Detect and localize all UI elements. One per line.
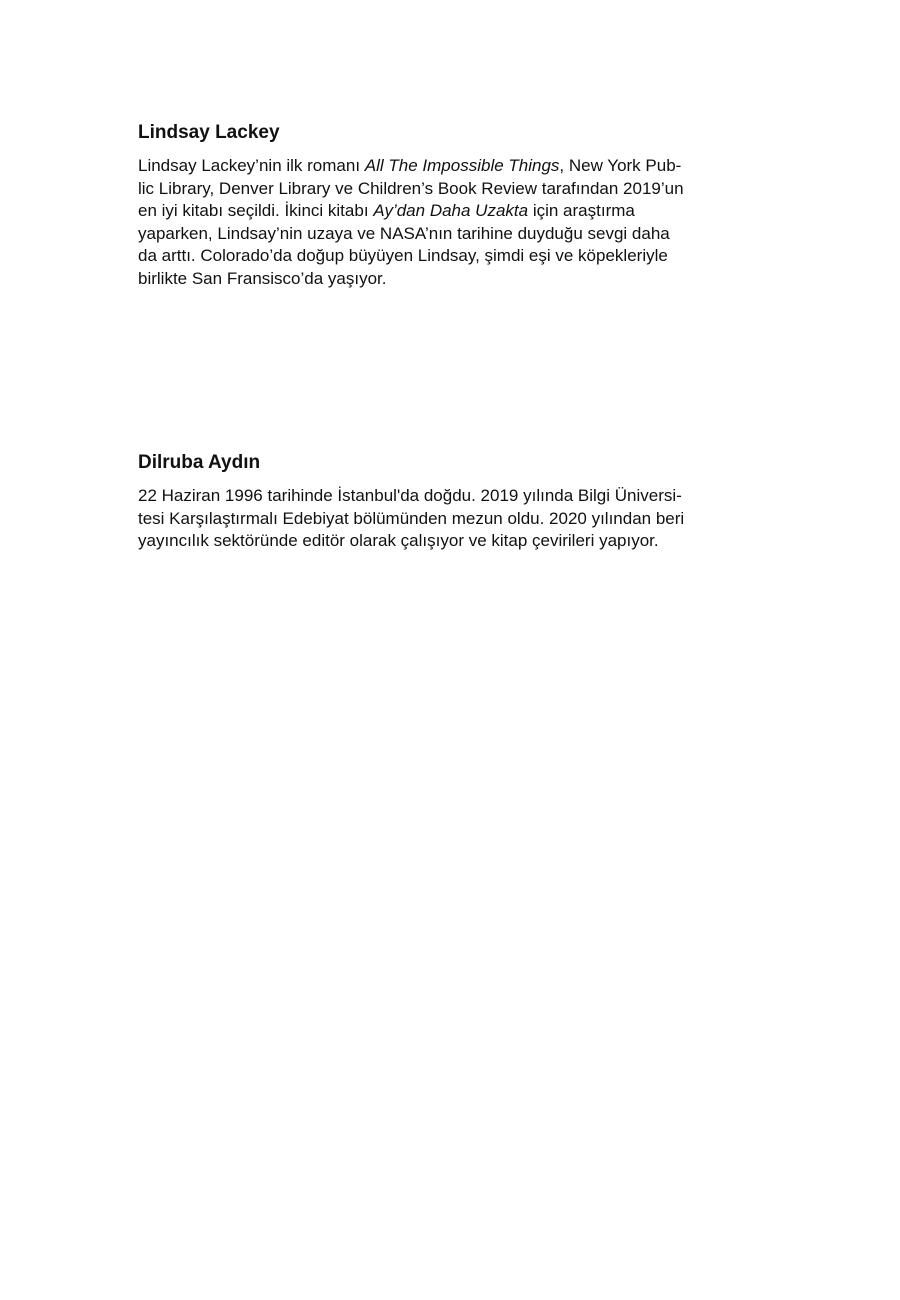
author-bio-line: da arttı. Colorado’da doğup büyüyen Lindsay, şimdi eşi ve köpekleriyle (138, 246, 668, 266)
author-bio-section (138, 120, 770, 291)
book-title-original: All The Impossible Things (364, 156, 560, 175)
translator-bio-paragraph (138, 485, 770, 553)
author-name-heading: Lindsay Lackey (138, 122, 280, 143)
author-bio-paragraph (138, 155, 770, 291)
author-bio-line: Lindsay Lackey’nin ilk romanı All The Impossible Things, New York Pub- (138, 156, 682, 175)
author-bio-line: en iyi kitabı seçildi. İkinci kitabı Ay’dan Daha Uzakta için araştırma (138, 201, 635, 221)
translator-name-heading: Dilruba Aydın (138, 452, 261, 473)
translator-bio-section (138, 450, 770, 553)
translator-bio-line: yayıncılık sektöründe editör olarak çalışıyor ve kitap çevirileri yapıyor. (138, 531, 659, 551)
translator-bio-line: 22 Haziran 1996 tarihinde İstanbul'da doğdu. 2019 yılında Bilgi Üniversi- (138, 486, 682, 505)
author-bio-line: birlikte San Fransisco’da yaşıyor. (138, 268, 387, 288)
book-title-turkish: Ay’dan Daha Uzakta (373, 201, 529, 221)
translator-bio-line: tesi Karşılaştırmalı Edebiyat bölümünden mezun oldu. 2020 yılından beri (138, 508, 685, 528)
author-bio-line: yaparken, Lindsay’nin uzaya ve NASA’nın tarihine duyduğu sevgi daha (138, 223, 670, 243)
author-bio-line: lic Library, Denver Library ve Children’s Book Review tarafından 2019’un (138, 178, 684, 198)
